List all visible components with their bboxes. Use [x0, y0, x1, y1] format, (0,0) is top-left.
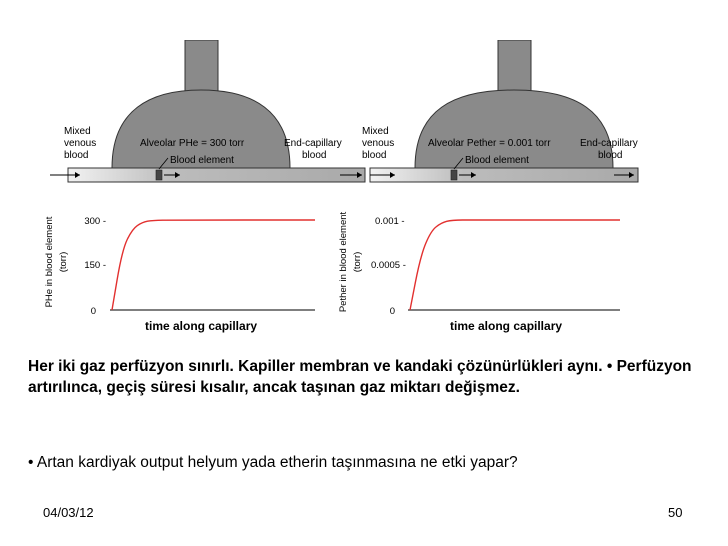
left-y-axis-title: PHe in blood element: [44, 216, 55, 308]
page-number: 50: [668, 505, 683, 520]
left-y-tick-0: 0: [90, 306, 96, 317]
left-mixed-venous-label: Mixed venous blood: [64, 126, 97, 161]
figure-svg: [40, 40, 640, 340]
left-y-tick-150: 150 -: [84, 260, 106, 271]
left-blood-element-label: Blood element: [170, 155, 234, 166]
right-y-tick-0001: 0.001 -: [375, 216, 405, 227]
footer-date: 04/03/12: [43, 505, 94, 520]
right-alveolus-schematic: [362, 40, 640, 182]
right-x-axis-label: time along capillary: [450, 319, 563, 333]
left-alveolus-duct: [185, 40, 218, 92]
left-y-tick-300: 300 -: [84, 216, 106, 227]
left-alveolar-pressure-label: Alveolar PHe = 300 torr: [140, 138, 245, 149]
right-y-axis-title: Pether in blood element: [338, 211, 349, 313]
left-end-capillary-label: End-capillary blood: [284, 138, 342, 161]
slide-paragraph: Her iki gaz perfüzyon sınırlı. Kapiller membran ve kandaki çözünürlükleri aynı. • Perfüzyon artırılınca, geçiş süresi kısalır, ancak taşınan gaz miktarı değişmez.: [28, 358, 692, 396]
right-y-tick-00005: 0.0005 -: [371, 260, 406, 271]
right-capillary: [370, 168, 638, 182]
right-pether-curve: [410, 220, 620, 310]
slide-bullet-question: • Artan kardiyak output helyum yada etherin taşınmasına ne etki yapar?: [28, 454, 518, 471]
left-phe-curve: [112, 220, 315, 310]
left-y-axis-unit: (torr): [58, 251, 69, 273]
left-capillary: [68, 168, 365, 182]
left-blood-element: [156, 170, 162, 180]
right-blood-element-label: Blood element: [465, 155, 529, 166]
left-x-axis-label: time along capillary: [145, 319, 258, 333]
left-graph: [44, 216, 315, 333]
right-graph: [338, 211, 620, 333]
right-y-tick-0: 0: [389, 306, 395, 317]
left-alveolus-schematic: [50, 40, 365, 182]
right-mixed-venous-label: Mixed venous blood: [362, 126, 395, 161]
right-alveolus-duct: [498, 40, 531, 92]
right-alveolar-pressure-label: Alveolar Pether = 0.001 torr: [428, 138, 551, 149]
right-blood-element: [451, 170, 457, 180]
right-end-capillary-label: End-capillary blood: [580, 138, 638, 161]
right-y-axis-unit: (torr): [352, 251, 363, 273]
physiology-figure: [40, 40, 640, 340]
